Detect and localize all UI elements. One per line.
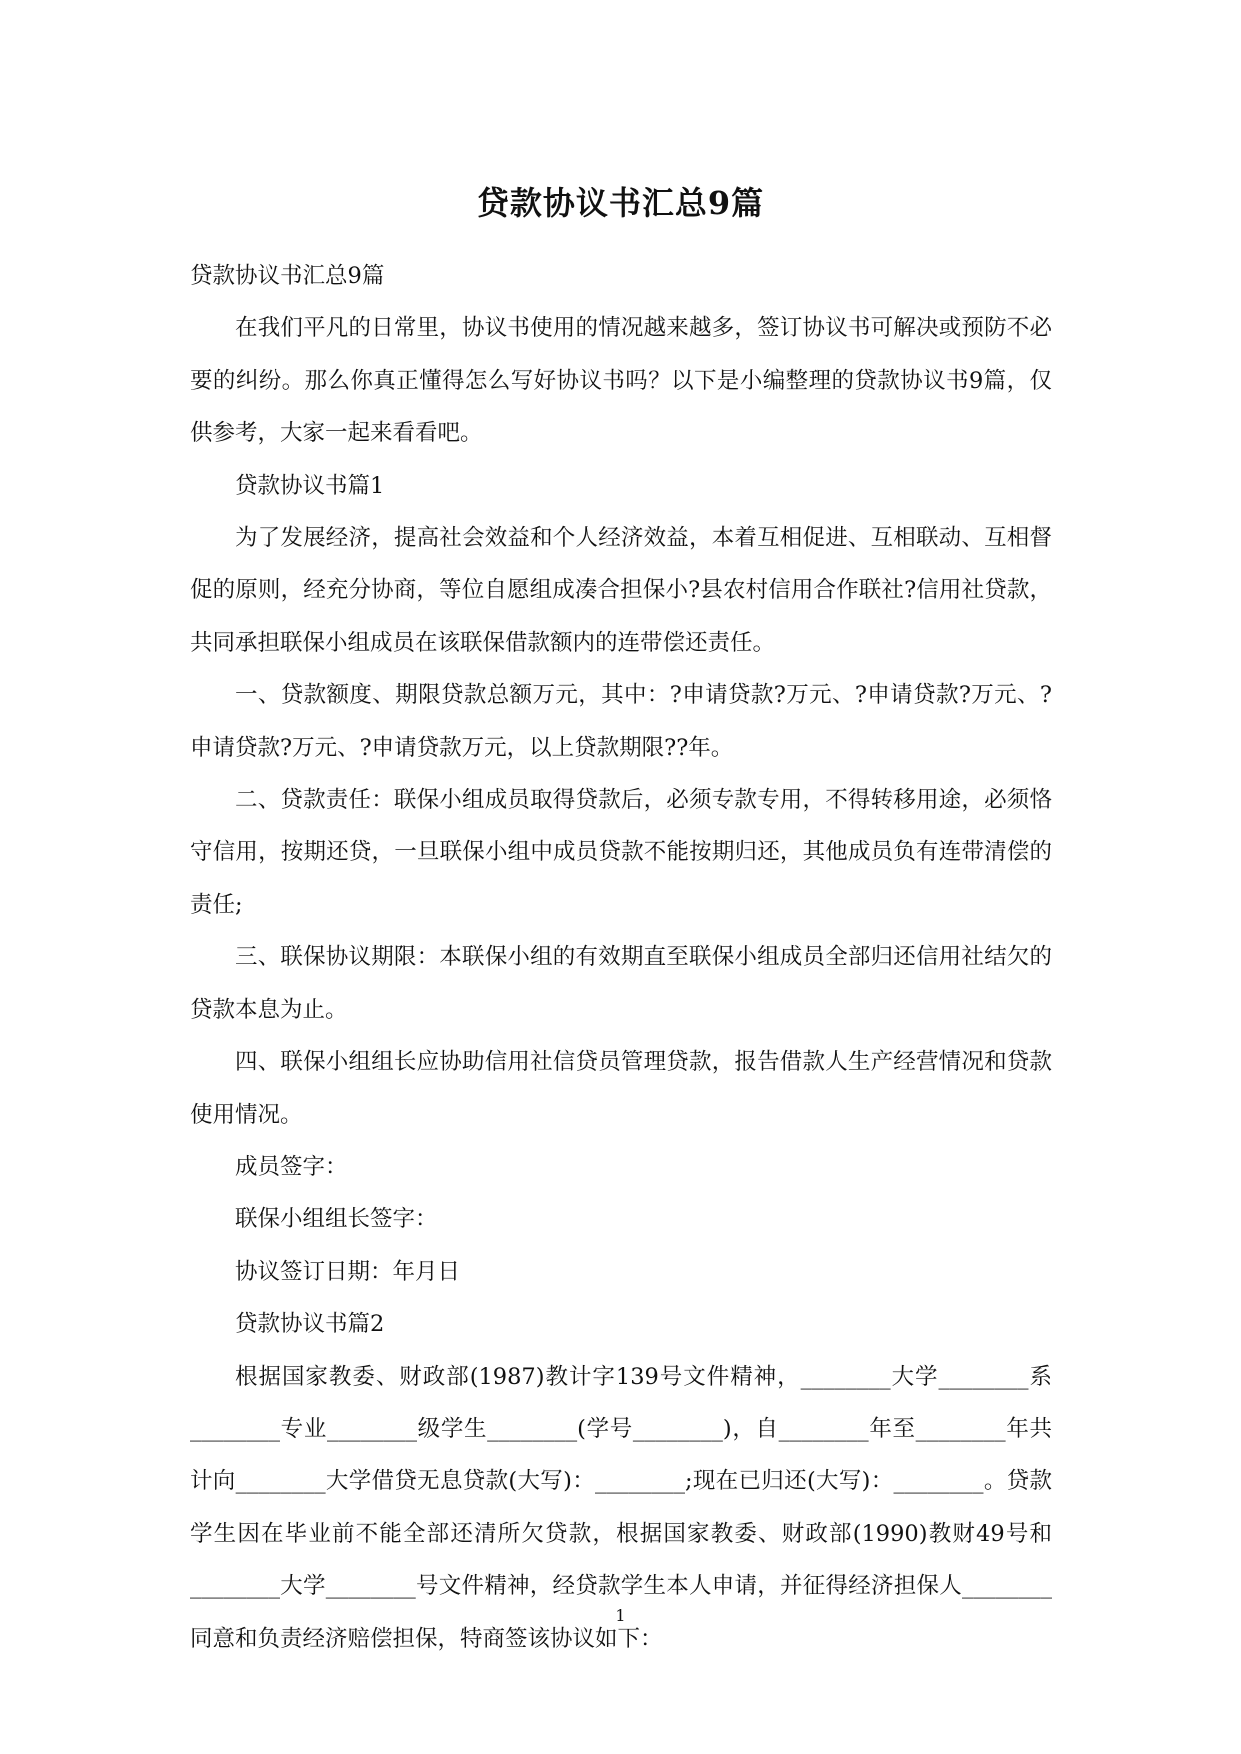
paragraph: 根据国家教委、财政部(1987)教计字139号文件精神，________大学________系________专业________级学生________(学号________)，自________年至________年共计向________大学借贷无息贷款(大写)：________;现在已归还(大写)：________。贷款学生因在毕业前不能全部还清所欠贷款，根据国家教委、财政部(1990)教财49号和________大学________号文件精神，经贷款学生本人申请，并征得经济担保人________同意和负责经济赔偿担保，特商签该协议如下： xyxy=(190,1363,1052,1652)
paragraph: 为了发展经济，提高社会效益和个人经济效益，本着互相促进、互相联动、互相督促的原则，经充分协商，等位自愿组成凑合担保小?县农村信用合作联社?信用社贷款，共同承担联保小组成员在该联保借款额内的连带偿还责任。 xyxy=(190,525,1052,656)
section-heading: 贷款协议书篇1 xyxy=(235,472,385,499)
date-line: 协议签订日期：年月日 xyxy=(235,1258,461,1285)
signature-line: 成员签字： xyxy=(235,1153,348,1180)
paragraph: 二、贷款责任：联保小组成员取得贷款后，必须专款专用，不得转移用途，必须恪守信用，按期还贷，一旦联保小组中成员贷款不能按期归还，其他成员负有连带清偿的责任; xyxy=(190,787,1052,918)
document-title: 贷款协议书汇总9篇 xyxy=(476,184,765,222)
document-body xyxy=(190,250,1052,1665)
paragraph: 三、联保协议期限：本联保小组的有效期直至联保小组成员全部归还信用社结欠的贷款本息为止。 xyxy=(190,944,1052,1023)
paragraph: 贷款协议书汇总9篇 xyxy=(190,263,385,289)
paragraph: 四、联保小组组长应协助信用社信贷员管理贷款，报告借款人生产经营情况和贷款使用情况。 xyxy=(190,1049,1052,1128)
signature-line: 联保小组组长签字： xyxy=(235,1206,438,1233)
paragraph: 一、贷款额度、期限贷款总额万元，其中：?申请贷款?万元、?申请贷款?万元、?申请贷款?万元、?申请贷款万元，以上贷款期限??年。 xyxy=(190,682,1052,761)
page-number: 1 xyxy=(615,1606,626,1625)
paragraph: 在我们平凡的日常里，协议书使用的情况越来越多，签订协议书可解决或预防不必要的纠纷。那么你真正懂得怎么写好协议书吗？以下是小编整理的贷款协议书9篇，仅供参考，大家一起来看看吧。 xyxy=(190,315,1052,447)
section-heading: 贷款协议书篇2 xyxy=(235,1311,385,1338)
